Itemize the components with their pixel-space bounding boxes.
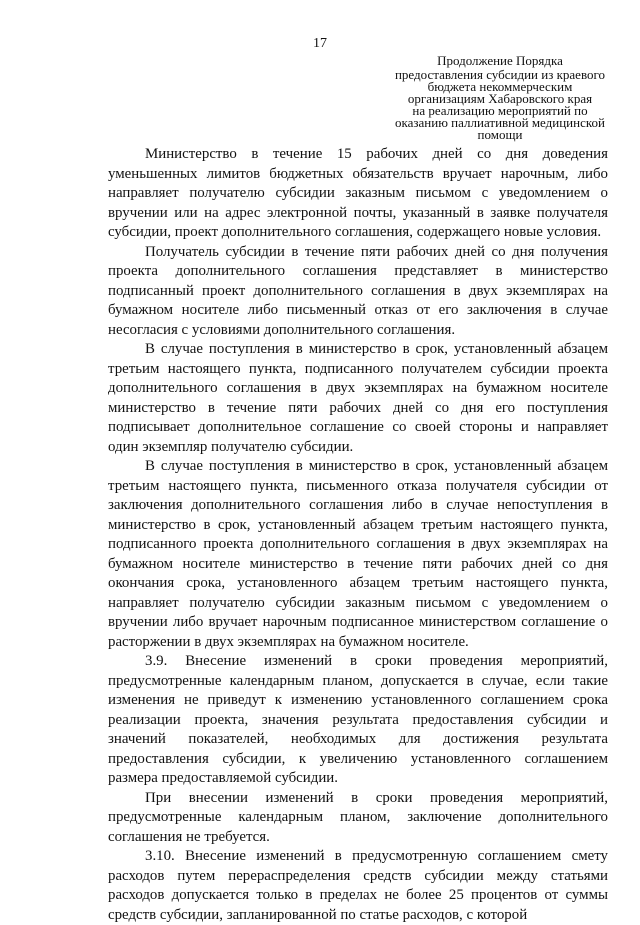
header-line: оказанию паллиативной медицинской [395,115,605,130]
paragraph: В случае поступления в министерство в срок, установленный абзацем третьим настоящего пункта, подписанного получателем субсидии проекта дополнительного соглашения в двух экземплярах на бумажном носителе министерство в течение пяти рабочих дней со дня его поступления подписывает дополнительное соглашение со своей стороны и направляет один экземпляр получателю субсидии. [108,341,608,455]
paragraph-3-10: 3.10. Внесение изменений в предусмотренную соглашением смету расходов путем перераспределения средств субсидии между статьями расходов допускается только в пределах не более 25 процентов от суммы средств субсидии, запланированной по статье расходов, с которой [108,848,608,923]
paragraph: В случае поступления в министерство в срок, установленный абзацем третьим настоящего пункта, письменного отказа получателя субсидии от заключения дополнительного соглашения либо в случае непоступления в министерство в срок, установленный абзацем третьим настоящего пункта, подписанного проекта дополнительного соглашения в двух экземплярах на бумажном носителе министерство в течение пяти рабочих дней со дня окончания срока, установленного абзацем третьим настоящего пункта, направляет получателю субсидии заказным письмом с уведомлением о вручении либо вручает нарочным подписанное министерством соглашение о расторжении в двух экземплярах на бумажном носителе. [108,458,608,650]
page-number: 17 [313,36,327,51]
paragraph: Получатель субсидии в течение пяти рабочих дней со дня получения проекта дополнительного соглашения представляет в министерство подписанный проект дополнительного соглашения в двух экземплярах на бумажном носителе либо письменный отказ от его заключения в случае несогласия с условиями дополнительного соглашения. [108,243,608,338]
paragraph-3-9: 3.9. Внесение изменений в сроки проведения мероприятий, предусмотренные календарным планом, допускается в случае, если такие изменения не приведут к изменению установленного соглашением срока реализации проекта, значения результата предоставления субсидии и значений показателей, необходимых для достижения результата предоставления субсидии, к увеличению установленного соглашением размера предоставляемой субсидии. [108,653,608,786]
paragraph: Министерство в течение 15 рабочих дней со дня доведения уменьшенных лимитов бюджетных обязательств вручает нарочным, либо направляет получателю субсидии заказным письмом с уведомлением о вручении или на адрес электронной почты, указанный в заявке получателя субсидии, проект дополнительного соглашения, содержащего новые условия. [108,146,608,240]
header-line: помощи [477,127,523,142]
document-body [108,145,608,925]
header-line: предоставления субсидии из краевого [394,67,606,82]
header-subtitle [390,69,610,141]
paragraph: При внесении изменений в сроки проведения мероприятий, предусмотренные календарным планом, заключение дополнительного соглашения не требуется. [108,789,608,845]
header-line: бюджета некоммерческим [427,79,573,94]
header-line: на реализацию мероприятий по [412,103,588,118]
header-title: Продолжение Порядка [437,53,563,68]
header-line: организациям Хабаровского края [407,91,593,106]
